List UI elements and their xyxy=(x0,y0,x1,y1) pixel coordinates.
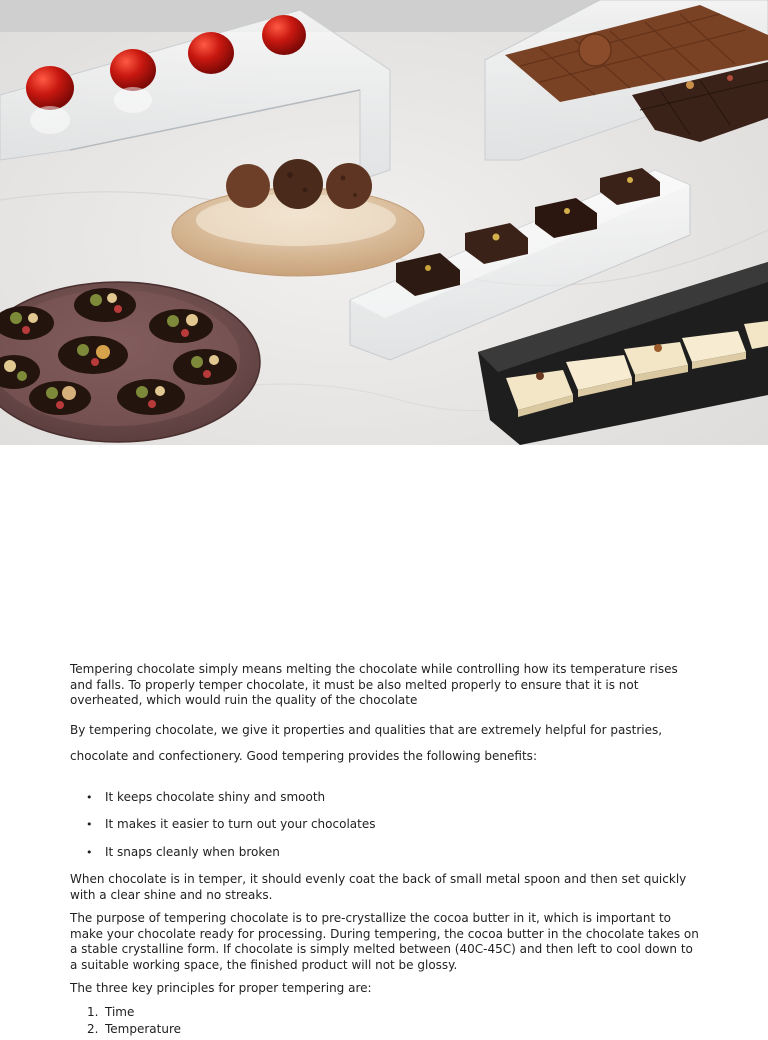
hero-image xyxy=(0,0,768,445)
mendiant xyxy=(173,349,237,385)
tempering-benefits-paragraph-2: chocolate and confectionery. Good tempering provides the following benefits: xyxy=(70,749,537,763)
mendiant xyxy=(58,336,128,374)
principle-text: Time xyxy=(105,1004,135,1019)
red-bonbon xyxy=(26,66,74,110)
list-item xyxy=(70,1005,700,1021)
truffle xyxy=(326,163,372,209)
truffle xyxy=(226,164,270,208)
red-bonbon xyxy=(188,32,234,74)
mendiant xyxy=(149,309,213,343)
mendiant xyxy=(74,288,136,322)
purpose-paragraph: The purpose of tempering chocolate is to pre-crystallize the cocoa butter in it, which is important to make your chocolate ready for processing. During tempering, the cocoa butter in the chocolate takes on a stable crystalline form. If chocolate is simply melted between (40C-45C) and then left to cool down to a suitable working space, the finished product will not be glossy. xyxy=(70,911,699,972)
mendiant xyxy=(29,381,91,415)
list-item xyxy=(70,1022,700,1038)
list-number: 2. xyxy=(87,1022,99,1036)
intro-paragraph: Tempering chocolate simply means melting the chocolate while controlling how its temperature rises and falls. To properly temper chocolate, it must be also melted properly to ensure that it is not overheated, which would ruin the quality of the chocolate xyxy=(70,662,678,707)
red-bonbon xyxy=(110,49,156,91)
red-bonbon xyxy=(262,15,306,55)
truffle xyxy=(273,159,323,209)
benefits-list xyxy=(70,790,700,861)
list-item: • It makes it easier to turn out your chocolates xyxy=(70,817,700,833)
chocolate-assortment-photo xyxy=(0,0,768,445)
tempering-benefits-paragraph-1: By tempering chocolate, we give it properties and qualities that are extremely helpful for pastries, xyxy=(70,722,663,737)
list-item: • It keeps chocolate shiny and smooth xyxy=(70,790,700,806)
list-item: • It snaps cleanly when broken xyxy=(70,845,700,861)
article-body xyxy=(70,662,700,1040)
principles-list xyxy=(70,1005,700,1038)
principle-text: Temperature xyxy=(105,1022,182,1036)
key-principles-intro: The three key principles for proper tempering are: xyxy=(70,981,372,995)
in-temper-paragraph: When chocolate is in temper, it should evenly coat the back of small metal spoon and then set quickly with a clear shine and no streaks. xyxy=(70,872,687,902)
mendiant xyxy=(117,379,185,415)
list-number: 1. xyxy=(87,1004,99,1019)
